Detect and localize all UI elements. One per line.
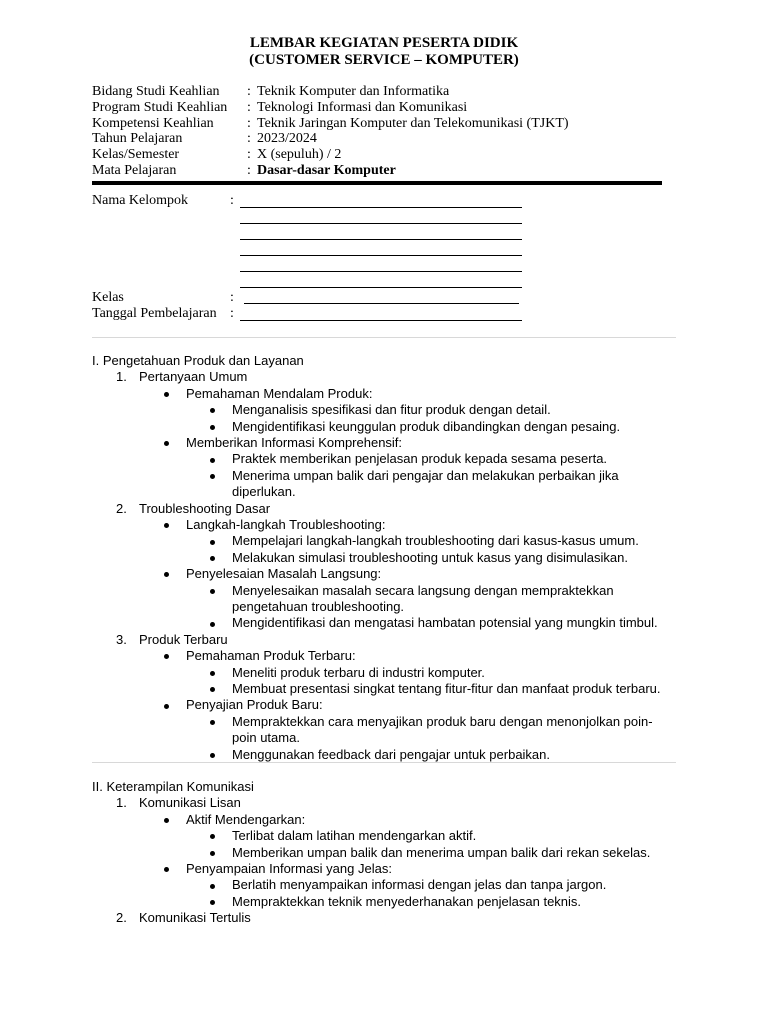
list-item: Mempraktekkan teknik menyederhanakan penjelasan teknis. [232,893,582,909]
section-heading: I. Pengetahuan Produk dan Layanan [92,353,304,368]
list-number: 1. [116,795,127,811]
meta-value: X (sepuluh) / 2 [257,147,342,163]
page-divider [92,337,676,338]
list-number: 3. [116,631,127,647]
list-item: Mempraktekkan cara menyajikan produk baru dengan menonjolkan poin- [232,713,653,729]
bullet-icon [164,572,169,577]
list-item: Pemahaman Mendalam Produk: [186,385,373,401]
section-heading: II. Keterampilan Komunikasi [92,779,254,794]
list-item: Pertanyaan Umum [139,369,248,385]
meta-table [92,84,569,179]
group-name-label: Nama Kelompok [92,193,189,208]
list-item: Komunikasi Lisan [139,795,241,811]
meta-label: Tahun Pelajaran [92,131,183,147]
list-item: Penyajian Produk Baru: [186,697,323,713]
bullet-icon [210,687,215,692]
group-name-blank[interactable] [240,239,522,240]
bullet-icon [164,654,169,659]
bullet-icon [210,622,215,627]
form-colon: : [230,193,234,208]
bullet-icon [210,540,215,545]
list-item: Produk Terbaru [139,631,228,647]
list-item: Mengidentifikasi dan mengatasi hambatan potensial yang mungkin timbul. [232,615,658,631]
form-colon: : [230,290,234,305]
list-item: Menggunakan feedback dari pengajar untuk perbaikan. [232,746,551,762]
group-name-blank[interactable] [240,271,522,272]
document-title [0,35,768,69]
bullet-icon [164,704,169,709]
meta-label: Bidang Studi Keahlian [92,84,220,99]
meta-value: Teknik Komputer dan Informatika [257,84,450,99]
bullet-icon [210,720,215,725]
bullet-icon [210,556,215,561]
list-item: Komunikasi Tertulis [139,910,251,926]
meta-row [92,116,569,132]
meta-colon: : [247,162,251,178]
date-blank[interactable] [240,320,522,321]
meta-colon: : [247,99,251,115]
title-line-1: LEMBAR KEGIATAN PESERTA DIDIK [249,35,519,51]
meta-row [92,131,569,147]
list-item: Menyelesaikan masalah secara langsung dengan mempraktekkan [232,582,614,598]
bullet-icon [210,900,215,905]
date-label: Tanggal Pembelajaran [92,306,217,321]
list-item: Melakukan simulasi troubleshooting untuk kasus yang disimulasikan. [232,549,628,565]
list-item: Troubleshooting Dasar [139,500,271,516]
list-item: Mempelajari langkah-langkah troubleshooting dari kasus-kasus umum. [232,533,639,549]
meta-label: Program Studi Keahlian [92,99,228,115]
page-divider [92,762,676,763]
meta-colon: : [247,115,251,131]
list-item: Penyampaian Informasi yang Jelas: [186,861,392,876]
bullet-icon [210,834,215,839]
list-item: Praktek memberikan penjelasan produk kepada sesama peserta. [232,451,608,467]
list-item: Menganalisis spesifikasi dan fitur produk dengan detail. [232,402,551,418]
list-item-continued: diperlukan. [232,484,296,500]
meta-label: Kompetensi Keahlian [92,115,214,131]
list-number: 1. [116,369,127,385]
list-item: Membuat presentasi singkat tentang fitur-fitur dan manfaat produk terbaru. [232,681,661,696]
bullet-icon [164,523,169,528]
class-blank[interactable] [244,303,519,304]
bullet-icon [210,589,215,594]
bullet-icon [210,671,215,676]
list-item: Penyelesaian Masalah Langsung: [186,566,382,582]
meta-value: Teknik Jaringan Komputer dan Telekomunikasi (TJKT) [257,115,569,131]
meta-row [92,163,569,179]
meta-value: Teknologi Informasi dan Komunikasi [257,99,468,115]
list-item: Aktif Mendengarkan: [186,811,306,827]
meta-value-subject: Dasar-dasar Komputer [257,162,396,178]
group-name-blank[interactable] [240,207,522,208]
list-item: Memberikan Informasi Komprehensif: [186,435,403,450]
list-number: 2. [116,500,127,516]
title-line-2: (CUSTOMER SERVICE – KOMPUTER) [249,52,519,68]
bullet-icon [210,884,215,889]
list-item-continued: pengetahuan troubleshooting. [232,599,405,614]
bullet-icon [210,851,215,856]
meta-label: Mata Pelajaran [92,162,177,178]
meta-colon: : [247,131,251,147]
list-item: Memberikan umpan balik dan menerima umpan balik dari rekan sekelas. [232,844,651,860]
class-label: Kelas [92,290,124,305]
list-item-continued: poin utama. [232,730,300,746]
bullet-icon [164,392,169,397]
form-colon: : [230,306,234,321]
list-item: Berlatih menyampaikan informasi dengan jelas dan tanpa jargon. [232,877,607,893]
bullet-icon [210,753,215,758]
list-number: 2. [116,910,127,926]
list-item: Langkah-langkah Troubleshooting: [186,517,386,532]
meta-row [92,147,569,163]
meta-row [92,100,569,116]
bullet-icon [210,425,215,430]
group-name-blank[interactable] [240,255,522,256]
meta-colon: : [247,84,251,99]
bullet-icon [164,441,169,446]
list-item: Terlibat dalam latihan mendengarkan aktif. [232,828,477,844]
bullet-icon [164,818,169,823]
bullet-icon [210,408,215,413]
list-item: Pemahaman Produk Terbaru: [186,648,356,664]
header-divider [92,181,662,185]
bullet-icon [210,474,215,479]
bullet-icon [210,458,215,463]
bullet-icon [164,867,169,872]
list-item: Menerima umpan balik dari pengajar dan melakukan perbaikan jika [232,467,619,483]
group-name-blank[interactable] [240,287,522,288]
list-item: Meneliti produk terbaru di industri komputer. [232,664,485,680]
meta-label: Kelas/Semester [92,147,180,163]
list-item: Mengidentifikasi keunggulan produk dibandingkan dengan pesaing. [232,418,621,434]
meta-value: 2023/2024 [257,131,317,147]
meta-colon: : [247,147,251,163]
meta-row [92,84,569,100]
group-name-blank[interactable] [240,223,522,224]
